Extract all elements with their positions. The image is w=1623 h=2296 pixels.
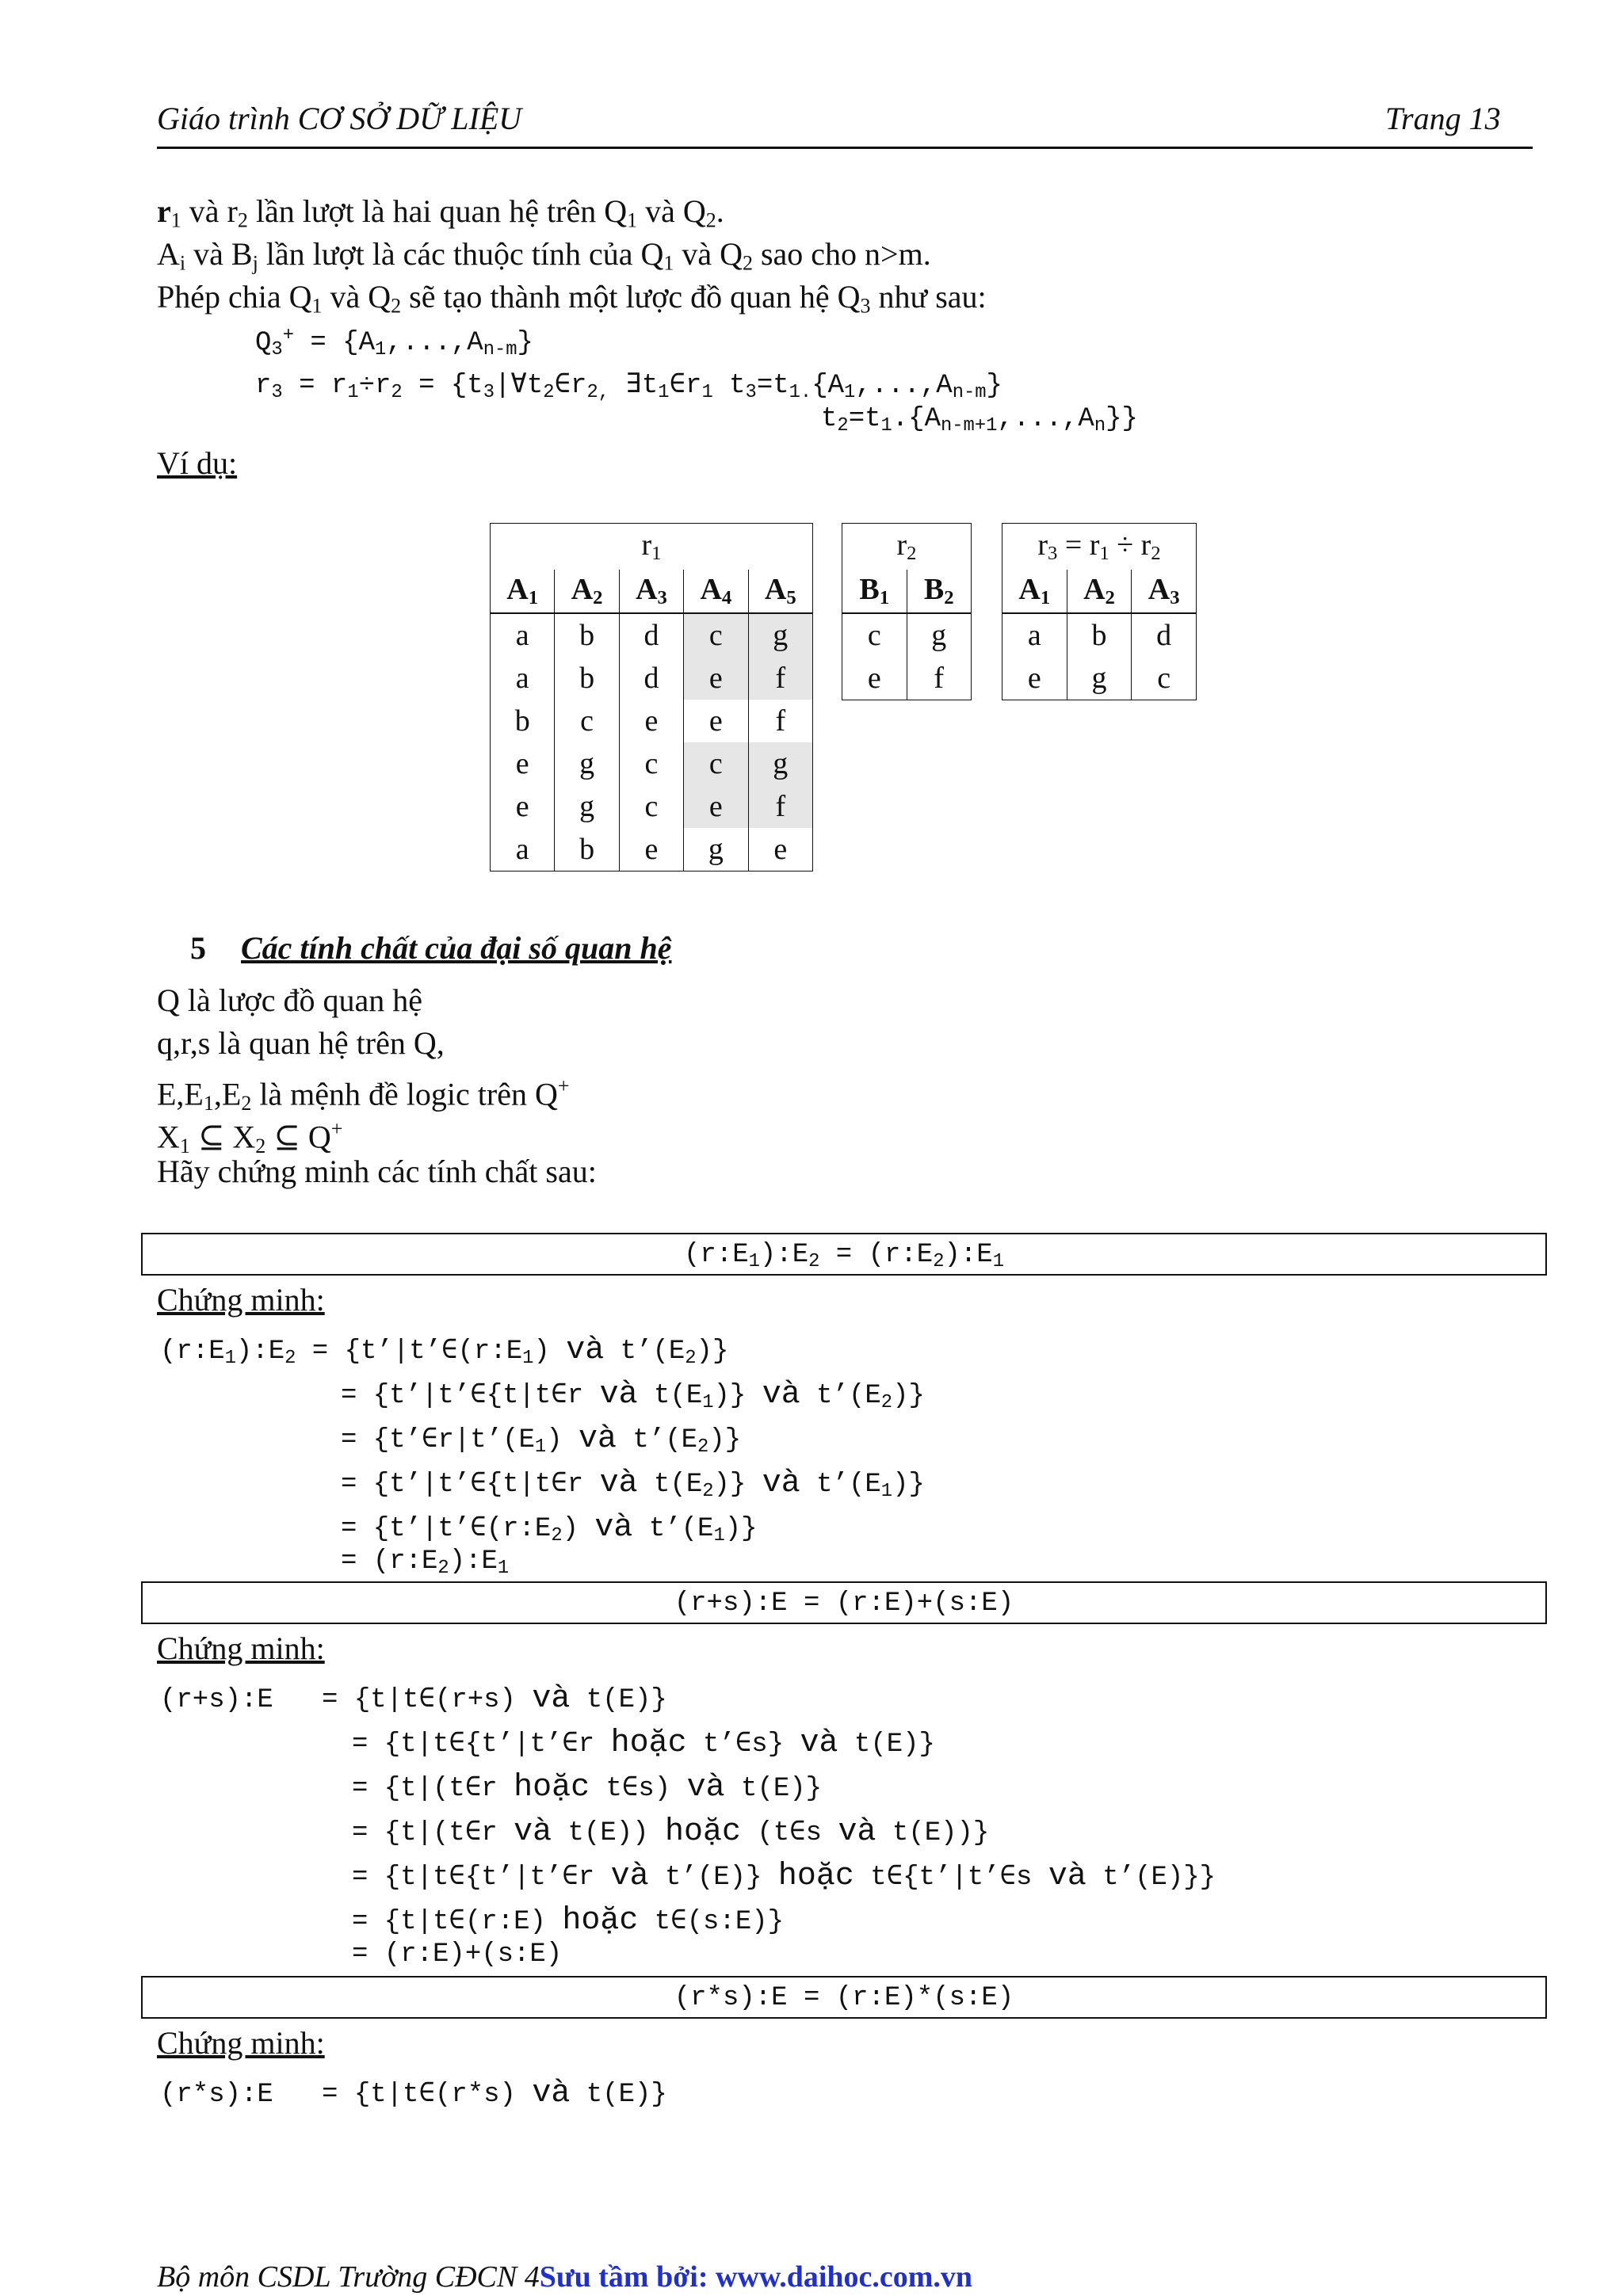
table-cell: d	[619, 613, 683, 657]
table-r3	[1002, 523, 1197, 700]
table-cell: e	[684, 700, 748, 742]
table-cell: d	[1132, 613, 1197, 657]
header-title: Giáo trình CƠ SỞ DỮ LIỆU	[157, 101, 522, 136]
table-row	[491, 657, 813, 700]
proof-2-line-1: (r+s):E = {t|t∈(r+s) và t(E)}	[160, 1681, 667, 1717]
table-row	[491, 742, 813, 785]
table-cell: c	[555, 700, 619, 742]
proof-label: Chứng minh:	[157, 2025, 325, 2061]
table-cell: g	[684, 828, 748, 871]
table-cell: a	[491, 657, 555, 700]
table-cell: g	[748, 742, 812, 785]
property-1-statement: (r:E1):E2 = (r:E2):E1	[683, 1240, 1004, 1272]
property-3-statement: (r*s):E = (r:E)*(s:E)	[674, 1983, 1014, 2013]
table-cell: e	[1002, 657, 1067, 700]
table-cell: f	[748, 700, 812, 742]
table-r1-header: $A_1$	[491, 570, 555, 613]
table-row	[491, 700, 813, 742]
table-cell: g	[1067, 657, 1132, 700]
proof-2-line-6: = {t|t∈(r:E) hoặc t∈(s:E)}	[352, 1903, 785, 1939]
property-3-box	[141, 1976, 1547, 2019]
table-cell: g	[907, 613, 972, 657]
table-r2-header: $B_2$	[907, 570, 972, 613]
table-cell: e	[748, 828, 812, 871]
table-cell: c	[619, 742, 683, 785]
table-cell: g	[748, 613, 812, 657]
proof-3-line-1: (r*s):E = {t|t∈(r*s) và t(E)}	[160, 2076, 667, 2111]
table-cell: e	[684, 785, 748, 828]
table-row	[1002, 613, 1197, 657]
table-cell: e	[842, 657, 907, 700]
table-r1-header: $A_3$	[619, 570, 683, 613]
table-cell: a	[1002, 613, 1067, 657]
property-2-statement: (r+s):E = (r:E)+(s:E)	[674, 1589, 1014, 1619]
table-r3-header: $A_2$	[1067, 570, 1132, 613]
table-cell: b	[491, 700, 555, 742]
table-r2-title: $r_2$	[842, 524, 972, 570]
table-cell: b	[555, 828, 619, 871]
header-divider	[157, 147, 1533, 149]
table-r1-title: $r_1$	[491, 524, 813, 570]
table-cell: f	[907, 657, 972, 700]
section-number: 5	[190, 930, 206, 966]
property-2-box	[141, 1581, 1547, 1624]
proof-1-line-3: = {t’∈r|t’(E1) và t’(E2)}	[341, 1421, 742, 1458]
proof-2-line-4: = {t|(t∈r và t(E)) hoặc (t∈s và t(E))}	[352, 1814, 990, 1850]
section-line-5: Hãy chứng minh các tính chất sau:	[157, 1154, 597, 1189]
table-r2-header: $B_1$	[842, 570, 907, 613]
table-cell: f	[748, 785, 812, 828]
section-line-1: Q là lược đồ quan hệ	[157, 982, 422, 1018]
proof-1-line-1: (r:E1):E2 = {t’|t’∈(r:E1) và t’(E2)}	[160, 1333, 729, 1369]
proof-1-line-2: = {t’|t’∈{t|t∈r và t(E1)} và t’(E2)}	[341, 1377, 925, 1413]
proof-1-line-6: = (r:E2):E1	[341, 1547, 510, 1579]
table-cell: d	[619, 657, 683, 700]
table-cell: b	[555, 657, 619, 700]
proof-2-line-2: = {t|t∈{t’|t’∈r hoặc t’∈s} và t(E)}	[352, 1726, 935, 1761]
table-r1-header: $A_5$	[748, 570, 812, 613]
table-r1-header: $A_2$	[555, 570, 619, 613]
table-cell: b	[1067, 613, 1132, 657]
table-r3-header: $A_3$	[1132, 570, 1197, 613]
proof-1-line-5: = {t’|t’∈(r:E2) và t’(E1)}	[341, 1510, 758, 1547]
table-row	[842, 613, 972, 657]
formula-r3-line2: t2=t1.{An-m+1,...,An}}	[821, 404, 1138, 437]
table-cell: g	[555, 742, 619, 785]
table-cell: c	[684, 613, 748, 657]
proof-1-line-4: = {t’|t’∈{t|t∈r và t(E2)} và t’(E1)}	[341, 1466, 925, 1502]
proof-2-line-3: = {t|(t∈r hoặc t∈s) và t(E)}	[352, 1770, 823, 1806]
proof-2-line-7: = (r:E)+(s:E)	[352, 1939, 563, 1970]
table-r3-header: $A_1$	[1002, 570, 1067, 613]
table-r1-header: $A_4$	[684, 570, 748, 613]
proof-label: Chứng minh:	[157, 1630, 325, 1666]
example-label: Ví dụ:	[157, 445, 238, 481]
table-row	[842, 657, 972, 700]
proof-2-line-5: = {t|t∈{t’|t’∈r và t’(E)} hoặc t∈{t’|t’∈s và t’(E)}}	[352, 1859, 1216, 1894]
footer: Bộ môn CSDL Trường CĐCN 4Sưu tầm bởi: www.daihoc.com.vn	[157, 2260, 973, 2294]
header-page-number: Trang 13	[1385, 101, 1501, 136]
section-line-3: $E,E_1,E_2$ là mệnh đề logic trên Q+	[157, 1074, 570, 1116]
property-1-box	[141, 1233, 1547, 1276]
table-cell: g	[555, 785, 619, 828]
table-row	[1002, 657, 1197, 700]
section-line-2: q,r,s là quan hệ trên Q,	[157, 1025, 445, 1061]
intro-line-1: $r_1$ và $r_2$ lần lượt là hai quan hệ trên $Q_1$ và $Q_2$.	[157, 193, 724, 232]
formula-r3-line1: r3 = r1÷r2 = {t3|∀t2∈r2, ∃t1∈r1 t3=t1.{A1,...,An-m}	[255, 371, 1002, 403]
table-cell: c	[1132, 657, 1197, 700]
table-r1	[490, 523, 813, 871]
table-cell: e	[619, 700, 683, 742]
table-cell: e	[684, 657, 748, 700]
footer-link[interactable]: www.daihoc.com.vn	[715, 2260, 973, 2294]
table-row	[491, 828, 813, 871]
table-cell: e	[491, 785, 555, 828]
table-cell: e	[491, 742, 555, 785]
table-r2	[842, 523, 972, 700]
table-cell: c	[842, 613, 907, 657]
table-row	[491, 613, 813, 657]
table-r3-title: $r_3 = r_1 \div r_2$	[1002, 524, 1197, 570]
intro-line-3: Phép chia $Q_1$ và $Q_2$ sẽ tạo thành một lược đồ quan hệ $Q_3$ như sau:	[157, 279, 987, 318]
table-cell: b	[555, 613, 619, 657]
table-cell: e	[619, 828, 683, 871]
table-row	[491, 785, 813, 828]
table-cell: c	[684, 742, 748, 785]
section-title: Các tính chất của đại số quan hệ	[241, 930, 672, 966]
intro-line-2: $A_i$ và $B_j$ lần lượt là các thuộc tính của $Q_1$ và $Q_2$ sao cho n>m.	[157, 236, 931, 275]
table-cell: c	[619, 785, 683, 828]
table-cell: a	[491, 828, 555, 871]
table-cell: f	[748, 657, 812, 700]
formula-q3: Q3+ = {A1,...,An-m}	[255, 325, 533, 360]
proof-label: Chứng minh:	[157, 1282, 325, 1318]
section-line-4: $X_1$ ⊆ $X_2$ ⊆ Q+	[157, 1117, 343, 1158]
table-cell: a	[491, 613, 555, 657]
